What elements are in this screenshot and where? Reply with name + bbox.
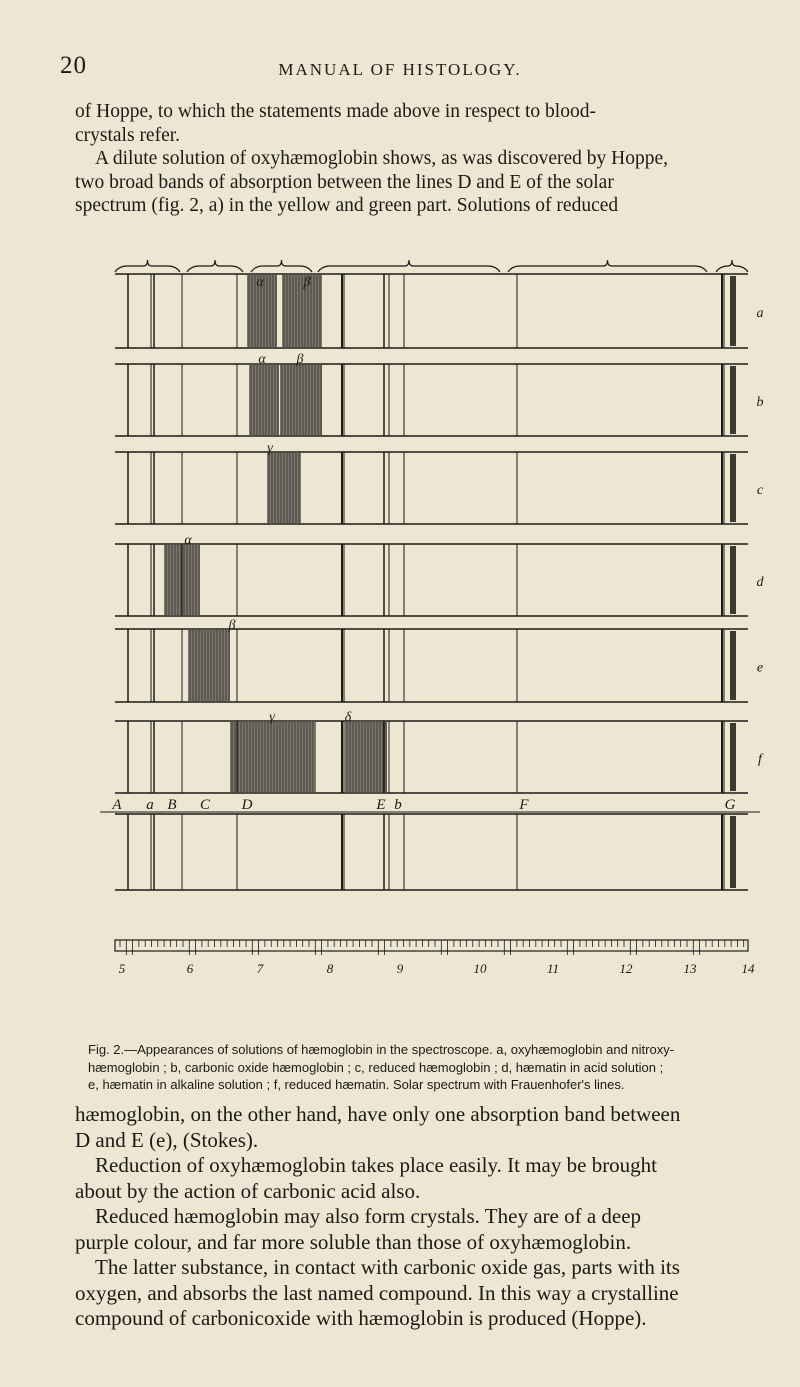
band-label: β: [303, 275, 311, 290]
row-letter: a: [756, 306, 764, 321]
scale-number: 13: [683, 961, 697, 976]
violet-end-shading: [730, 631, 736, 700]
violet-end-shading: [730, 723, 736, 791]
text-line: crystals refer.: [75, 124, 181, 146]
text-line: compound of carbonicoxide with hæmoglobin is produced (Hoppe).: [75, 1306, 647, 1330]
caption-line: e, hæmatin in alkaline solution ; f, reduced hæmatin. Solar spectrum with Frauenhofer's lines.: [88, 1077, 625, 1092]
text-line: hæmoglobin, on the other hand, have only one absorption band between: [75, 1102, 681, 1126]
fraunhofer-letter: A: [112, 797, 122, 813]
band-label: α: [184, 533, 192, 548]
text-line: The latter substance, in contact with carbonic oxide gas, parts with its: [95, 1255, 680, 1279]
band-label: α: [258, 352, 266, 367]
fraunhofer-letter: B: [167, 797, 177, 813]
text-line: spectrum (fig. 2, a) in the yellow and green part. Solutions of reduced: [75, 195, 619, 216]
text-line: Reduced hæmoglobin may also form crystals. They are of a deep: [95, 1204, 642, 1228]
figure-caption: [88, 1041, 738, 1094]
violet-end-shading: [730, 816, 736, 888]
scale-number: 11: [546, 961, 560, 976]
row-letter: c: [756, 483, 764, 498]
fraunhofer-letter: b: [394, 797, 402, 813]
absorption-band: [280, 365, 322, 435]
row-letter: d: [756, 575, 764, 590]
text-line: Reduction of oxyhæmoglobin takes place easily. It may be brought: [95, 1153, 658, 1177]
band-label: γ: [269, 710, 275, 725]
caption-line: hæmoglobin ; b, carbonic oxide hæmoglobin ; c, reduced hæmoglobin ; d, hæmatin in acid solution ;: [88, 1059, 664, 1075]
violet-end-shading: [730, 454, 736, 522]
fraunhofer-letter: G: [724, 797, 736, 813]
group-brace: [115, 260, 180, 272]
text-line: oxygen, and absorbs the last named compound. In this way a crystalline: [75, 1280, 679, 1305]
band-label: β: [296, 352, 304, 367]
text-line: two broad bands of absorption between the lines D and E of the solar: [75, 171, 614, 193]
group-brace: [187, 260, 243, 272]
body-paragraph: [75, 1102, 747, 1332]
text-line: D and E (e), (Stokes).: [75, 1127, 259, 1152]
scale-number: 14: [741, 961, 755, 976]
row-letter: f: [758, 752, 762, 767]
fraunhofer-letter: F: [519, 797, 529, 813]
row-letter: e: [756, 660, 764, 676]
text-line: about by the action of carbonic acid also.: [75, 1178, 421, 1203]
group-brace: [318, 260, 500, 272]
fraunhofer-letter: E: [376, 797, 386, 813]
scale-number: 6: [186, 961, 194, 976]
scale-number: 10: [473, 961, 487, 976]
violet-end-shading: [730, 276, 736, 346]
scale-bar: [115, 940, 748, 951]
intro-paragraph: [75, 100, 747, 218]
group-brace: [508, 260, 707, 272]
text-line: A dilute solution of oxyhæmoglobin shows, as was discovered by Hoppe,: [95, 148, 669, 169]
group-brace: [716, 260, 748, 272]
band-label: δ: [344, 710, 352, 725]
violet-end-shading: [730, 546, 736, 614]
scale-number: 9: [396, 961, 404, 976]
scale-number: 5: [118, 961, 126, 976]
text-line: of Hoppe, to which the statements made above in respect to blood-: [75, 101, 596, 122]
band-label: β: [228, 618, 236, 633]
band-label: α: [256, 275, 264, 290]
page-number: 20: [60, 52, 87, 79]
absorption-band: [188, 630, 230, 701]
spectrum-figure: [0, 216, 800, 1036]
group-brace: [251, 260, 312, 272]
absorption-band: [345, 722, 387, 792]
running-head: MANUAL OF HISTOLOGY.: [278, 60, 522, 79]
absorption-band: [230, 722, 316, 792]
band-label: γ: [267, 441, 273, 456]
scale-number: 12: [619, 961, 633, 976]
text-line: purple colour, and far more soluble than those of oxyhæmoglobin.: [75, 1229, 632, 1254]
fraunhofer-letter: a: [146, 797, 154, 813]
scale-number: 7: [256, 961, 264, 976]
fraunhofer-letter: D: [241, 797, 253, 813]
fraunhofer-letter: C: [199, 797, 211, 813]
row-letter: b: [756, 395, 764, 410]
caption-line: Fig. 2.—Appearances of solutions of hæmoglobin in the spectroscope. a, oxyhæmoglobin and nitroxy-: [88, 1042, 675, 1057]
violet-end-shading: [730, 366, 736, 434]
scale-number: 8: [326, 961, 334, 976]
